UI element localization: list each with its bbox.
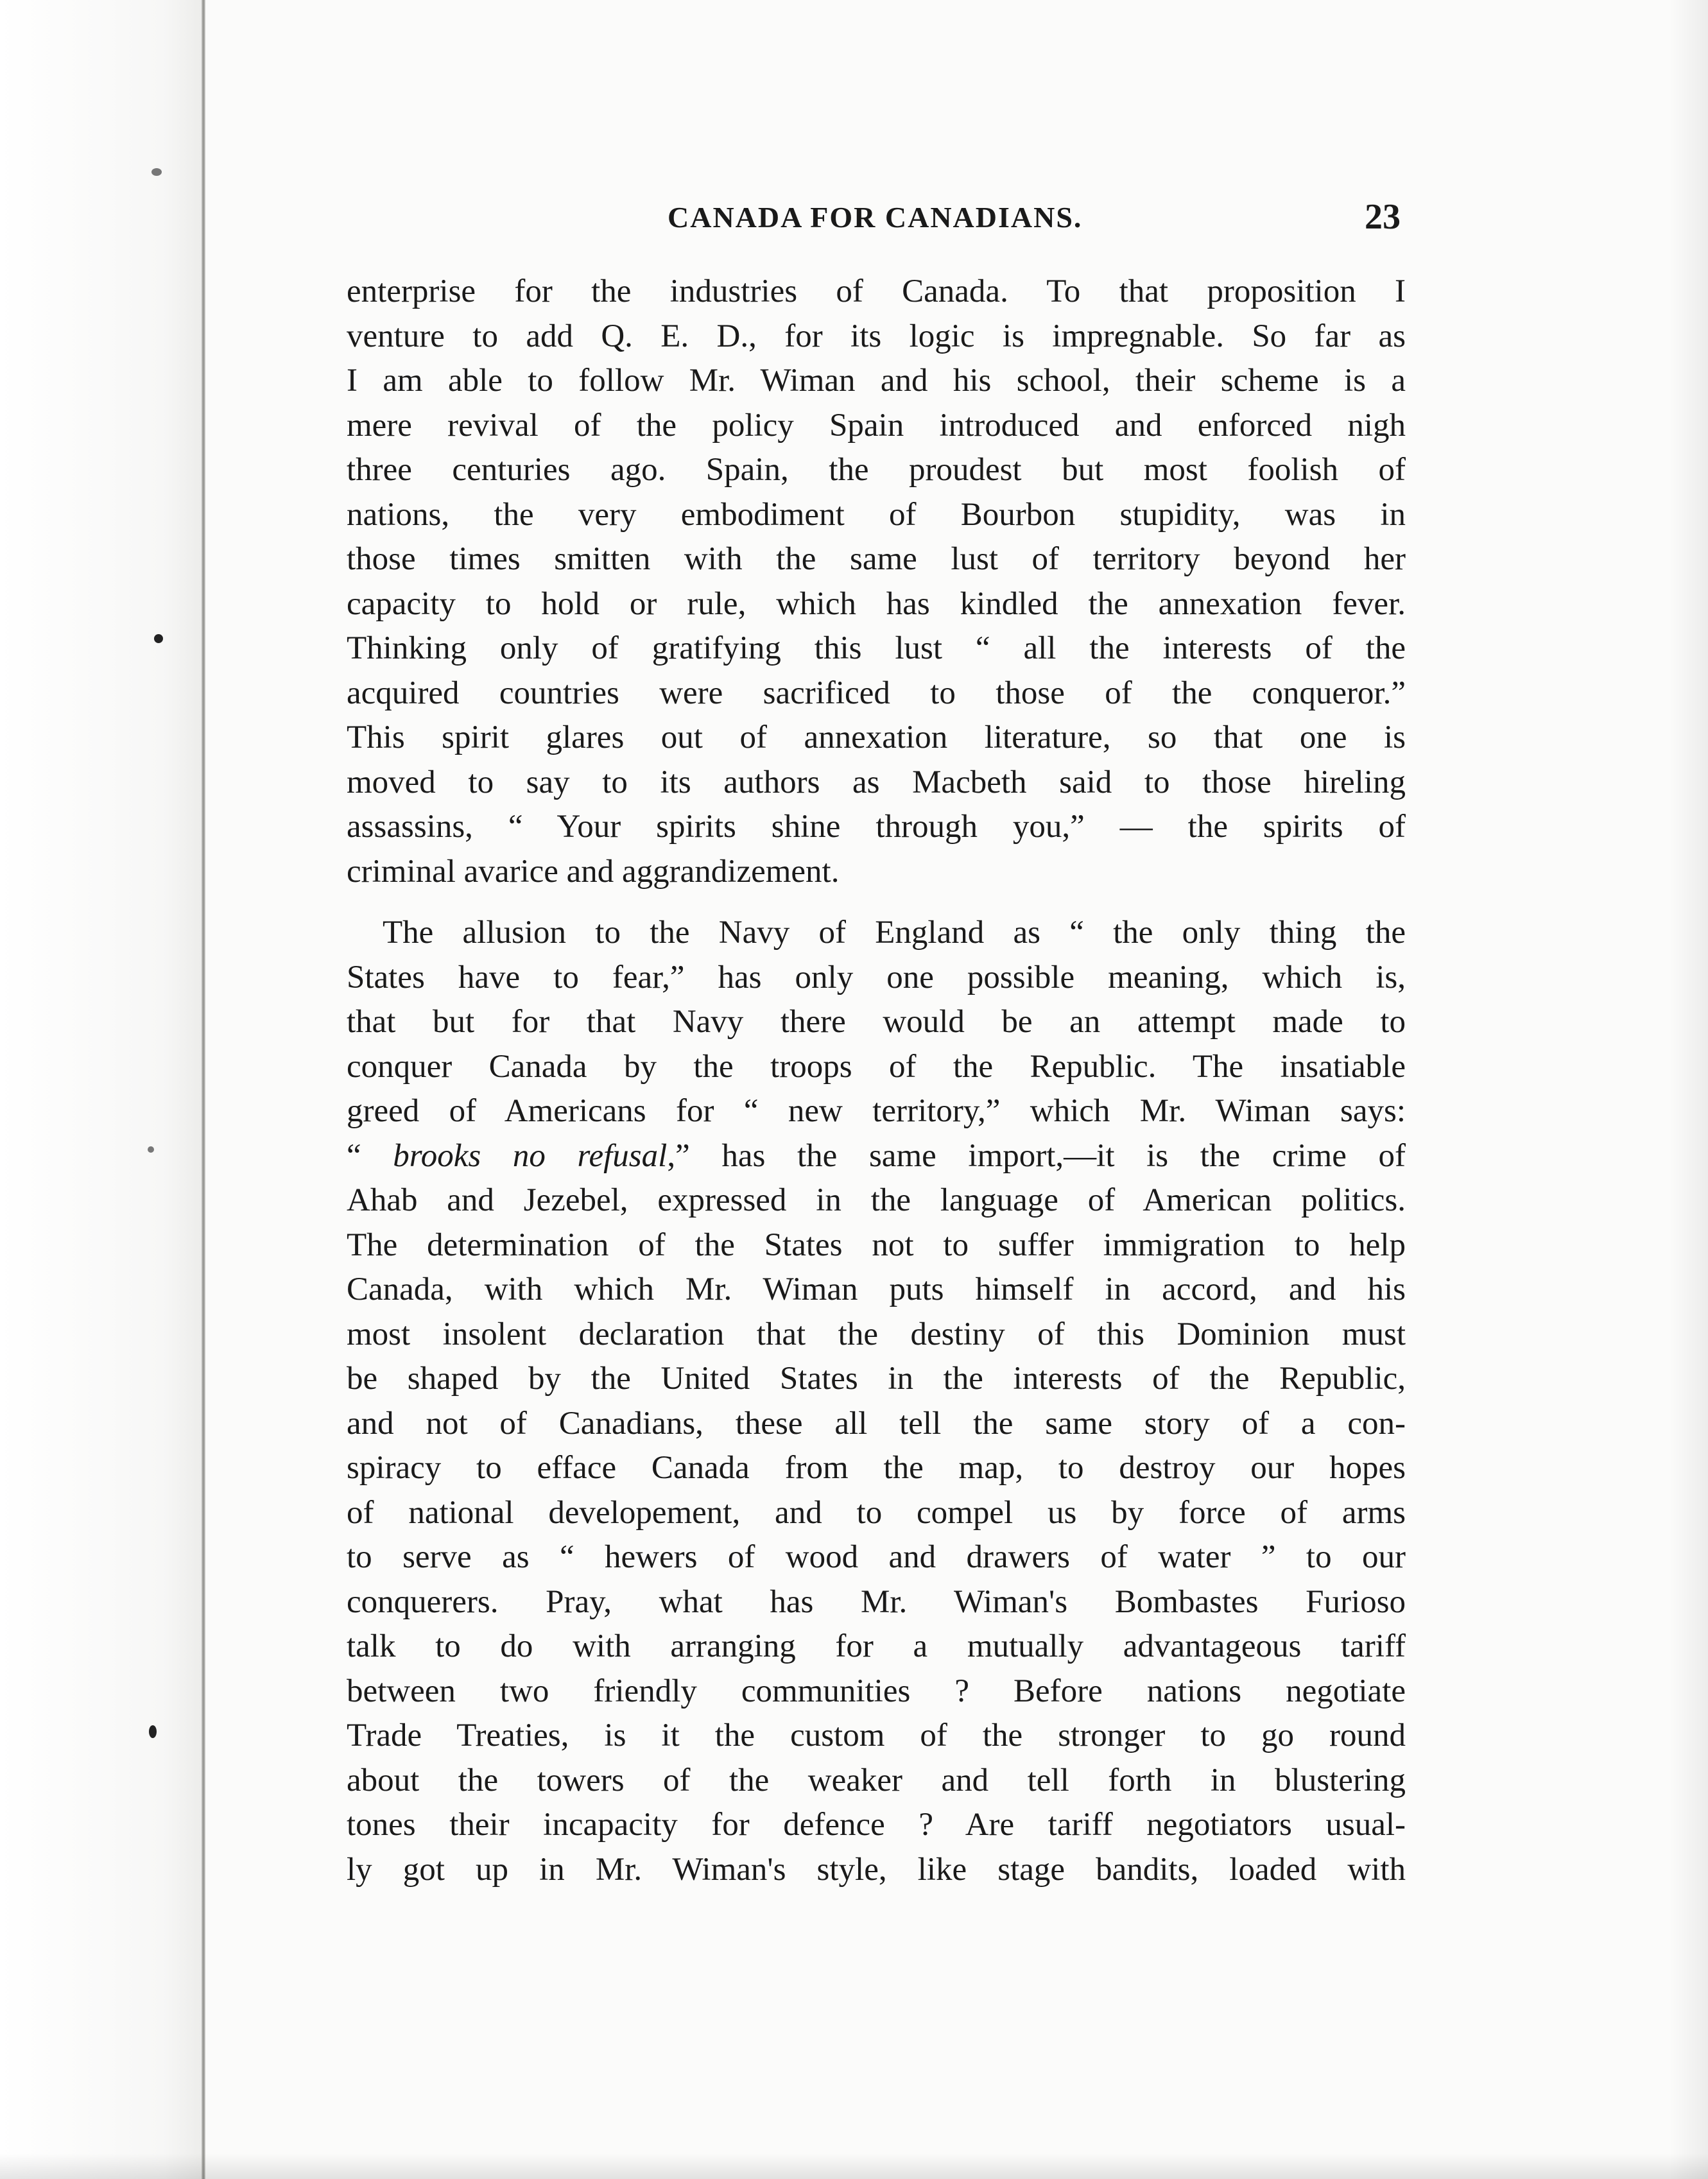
- text-line: assassins, “ Your spirits shine through you,” — the spirits of: [347, 809, 1406, 845]
- text-line: spiracy to efface Canada from the map, to destroy our hopes: [347, 1450, 1406, 1486]
- text-line: capacity to hold or rule, which has kindled the annexation fever.: [347, 585, 1406, 622]
- text-line-with-italic: [347, 1134, 1406, 1179]
- page-right-shadow: [1669, 0, 1708, 2179]
- text-line: criminal avarice and aggrandizement.: [347, 853, 840, 890]
- text-line: three centuries ago. Spain, the proudest but most foolish of: [347, 452, 1406, 488]
- text-line: Trade Treaties, is it the custom of the stronger to go round: [347, 1718, 1406, 1753]
- text-line: mere revival of the policy Spain introduced and enforced nigh: [347, 407, 1406, 444]
- open-quote: “: [347, 1137, 393, 1174]
- text-line: between two friendly communities ? Before nations negotiate: [347, 1673, 1406, 1709]
- text-line: conquer Canada by the troops of the Republic. The insatiable: [347, 1048, 1406, 1085]
- text-line: talk to do with arranging for a mutually advantageous tariff: [347, 1628, 1406, 1664]
- text-line: Thinking only of gratifying this lust “ all the interests of the: [347, 630, 1406, 666]
- text-line: greed of Americans for “ new territory,” which Mr. Wiman says:: [347, 1093, 1406, 1129]
- page-number: 23: [1365, 197, 1401, 237]
- binding-edge: [202, 0, 205, 2179]
- text-line: enterprise for the industries of Canada. To that proposition I: [347, 273, 1406, 309]
- text-line: those times smitten with the same lust of territory beyond her: [347, 541, 1406, 577]
- paragraph-2: [347, 911, 1406, 1892]
- running-head: CANADA FOR CANADIANS.: [668, 201, 1083, 234]
- page-bottom-shadow: [0, 2153, 1708, 2179]
- paragraph-1: [347, 270, 1406, 894]
- text-line: be shaped by the United States in the interests of the Republic,: [347, 1361, 1406, 1397]
- text-line: The allusion to the Navy of England as “ the only thing the: [383, 915, 1406, 951]
- bleed-mark: [151, 168, 162, 176]
- italic-phrase: brooks no refusal: [393, 1137, 668, 1174]
- paragraph-gap: [347, 894, 1406, 911]
- text-line: ly got up in Mr. Wiman's style, like stage bandits, loaded with: [347, 1851, 1406, 1888]
- bleed-mark: [154, 634, 163, 643]
- text-line: that but for that Navy there would be an attempt made to: [347, 1004, 1406, 1040]
- text-line: venture to add Q. E. D., for its logic is impregnable. So far as: [347, 318, 1406, 354]
- page-gutter: [0, 0, 204, 2179]
- text-line: This spirit glares out of annexation literature, so that one is: [347, 719, 1406, 755]
- text-line: and not of Canadians, these all tell the same story of a con-: [347, 1405, 1406, 1442]
- text-line: of national developement, and to compel us by force of arms: [347, 1494, 1406, 1531]
- text-line: nations, the very embodiment of Bourbon stupidity, was in: [347, 496, 1406, 533]
- bleed-mark: [148, 1146, 154, 1153]
- text-line: moved to say to its authors as Macbeth said to those hireling: [347, 764, 1406, 800]
- text-line: about the towers of the weaker and tell forth in blustering: [347, 1762, 1406, 1798]
- text-line: I am able to follow Mr. Wiman and his school, their scheme is a: [347, 363, 1406, 399]
- text-line: Canada, with which Mr. Wiman puts himself in accord, and his: [347, 1271, 1406, 1307]
- text-line: to serve as “ hewers of wood and drawers of water ” to our: [347, 1539, 1406, 1575]
- text-line: tones their incapacity for defence ? Are tariff negotiators usual-: [347, 1807, 1406, 1843]
- body-text: [347, 270, 1406, 1892]
- text-line: The determination of the States not to suffer immigration to help: [347, 1227, 1406, 1263]
- text-line: Ahab and Jezebel, expressed in the language of American politics.: [347, 1182, 1406, 1218]
- text-line: States have to fear,” has only one possible meaning, which is,: [347, 959, 1406, 995]
- bleed-mark: [149, 1725, 157, 1738]
- line-continuation: ,” has the same import,—it is the crime of: [667, 1137, 1406, 1174]
- text-line: acquired countries were sacrificed to those of the conqueror.”: [347, 675, 1406, 711]
- text-line: most insolent declaration that the destiny of this Dominion must: [347, 1316, 1406, 1352]
- text-line: conquerers. Pray, what has Mr. Wiman's Bombastes Furioso: [347, 1583, 1406, 1620]
